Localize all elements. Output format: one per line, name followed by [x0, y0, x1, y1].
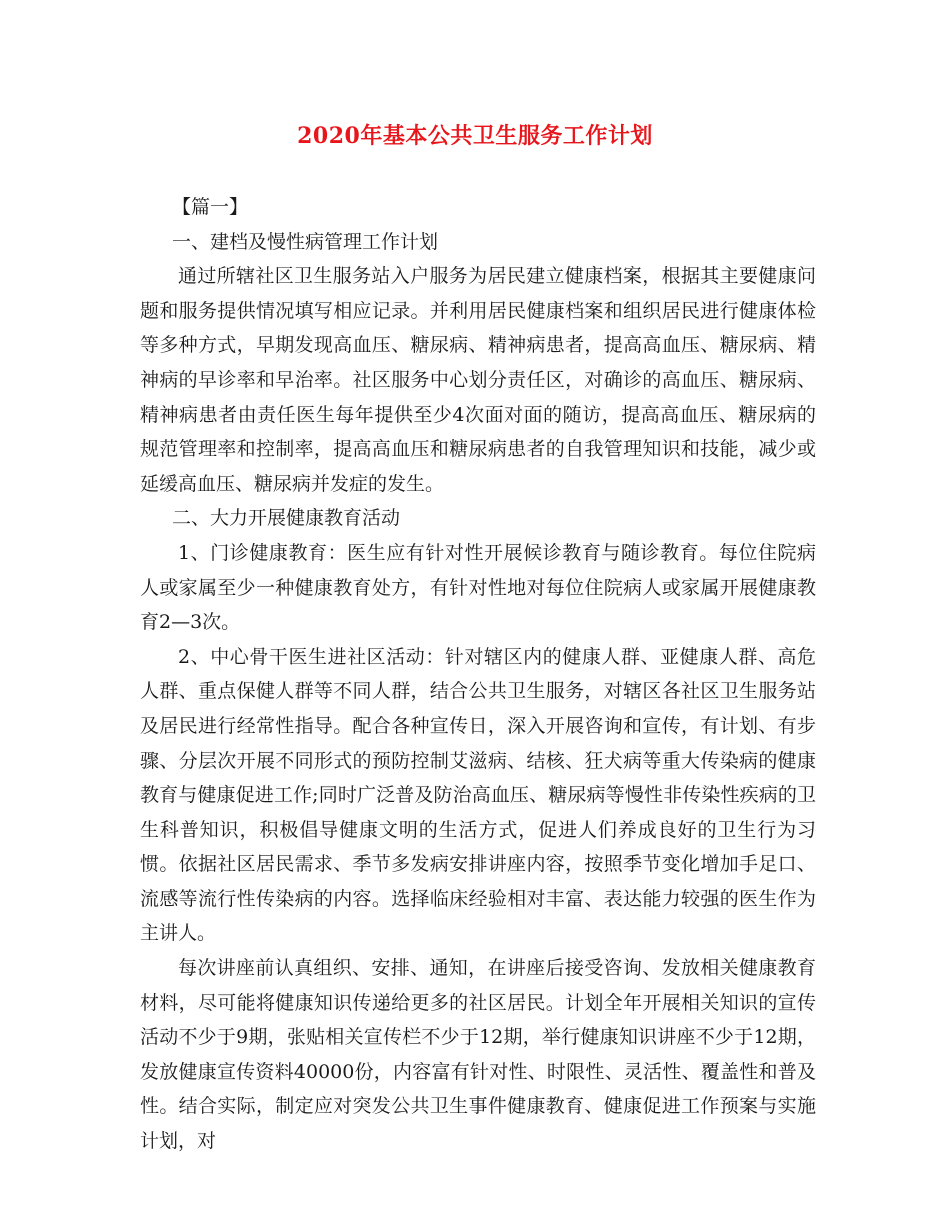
paragraph: 每次讲座前认真组织、安排、通知，在讲座后接受咨询、发放相关健康教育材料，尽可能将健康知识传递给更多的社区居民。计划全年开展相关知识的宣传活动不少于9期，张贴相关宣传栏不少于12期，举行健康知识讲座不少于12期，发放健康宣传资料40000份，内容富有针对性、时限性、灵活性、覆盖性和普及性。结合实际，制定应对突发公共卫生事件健康教育、健康促进工作预案与实施计划，对 [140, 957, 816, 1153]
section-label: 【篇一】 [172, 196, 249, 218]
document-body [140, 190, 816, 1159]
paragraph: 1、门诊健康教育：医生应有针对性开展候诊教育与随诊教育。每位住院病人或家属至少一种健康教育处方，有针对性地对每位住院病人或家属开展健康教育2—3次。 [140, 541, 816, 634]
section-heading: 一、建档及慢性病管理工作计划 [172, 230, 439, 253]
document-title: 2020年基本公共卫生服务工作计划 [297, 123, 653, 149]
paragraph: 2、中心骨干医生进社区活动：针对辖区内的健康人群、亚健康人群、高危人群、重点保健人群等不同人群，结合公共卫生服务，对辖区各社区卫生服务站及居民进行经常性指导。配合各种宣传日，深入开展咨询和宣传，有计划、有步骤、分层次开展不同形式的预防控制艾滋病、结核、狂犬病等重大传染病的健康教育与健康促进工作;同时广泛普及防治高血压、糖尿病等慢性非传染性疾病的卫生科普知识，积极倡导健康文明的生活方式，促进人们养成良好的卫生行为习惯。依据社区居民需求、季节多发病安排讲座内容，按照季节变化增加手足口、流感等流行性传染病的内容。选择临床经验相对丰富、表达能力较强的医生作为主讲人。 [140, 645, 816, 945]
section-heading: 二、大力开展健康教育活动 [172, 507, 401, 530]
paragraph: 通过所辖社区卫生服务站入户服务为居民建立健康档案，根据其主要健康问题和服务提供情况填写相应记录。并利用居民健康档案和组织居民进行健康体检等多种方式，早期发现高血压、糖尿病、精神病患者，提高高血压、糖尿病、精神病的早诊率和早治率。社区服务中心划分责任区，对确诊的高血压、糖尿病、精神病患者由责任医生每年提供至少4次面对面的随访，提高高血压、糖尿病的规范管理率和控制率，提高高血压和糖尿病患者的自我管理知识和技能，减少或延缓高血压、糖尿病并发症的发生。 [140, 265, 816, 495]
